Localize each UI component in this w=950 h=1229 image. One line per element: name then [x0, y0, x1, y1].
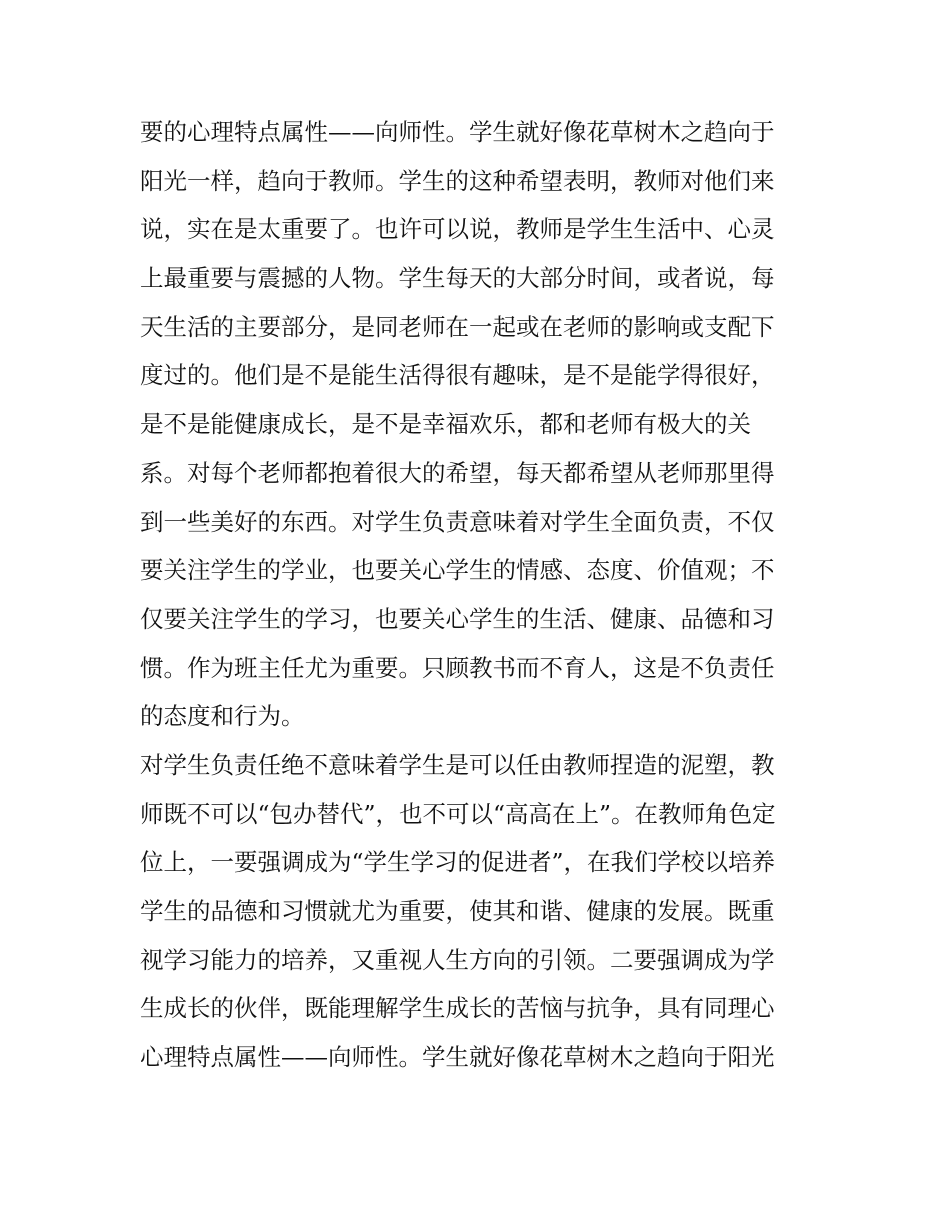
body-text — [140, 108, 820, 1082]
text-line-13: 的态度和行为。 — [140, 702, 305, 731]
text-line-12: 惯。作为班主任尤为重要。只顾教书而不育人，这是不负责任 — [140, 653, 775, 682]
text-line-11: 仅要关注学生的学习，也要关心学生的生活、健康、品德和习 — [140, 604, 775, 633]
text-line-14: 对学生负责任绝不意味着学生是可以任由教师捏造的泥塑，教 — [140, 750, 775, 779]
text-line-1: 要的心理特点属性——向师性。学生就好像花草树木之趋向于 — [140, 118, 775, 146]
text-line-4: 上最重要与震撼的人物。学生每天的大部分时间，或者说，每 — [140, 264, 775, 293]
text-line-20: 心理特点属性——向师性。学生就好像花草树木之趋向于阳光 — [140, 1043, 775, 1072]
text-line-3: 说，实在是太重要了。也许可以说，教师是学生生活中、心灵 — [140, 215, 775, 244]
text-line-17: 学生的品德和习惯就尤为重要，使其和谐、健康的发展。既重 — [140, 897, 775, 925]
text-line-10: 要关注学生的学业，也要关心学生的情感、态度、价值观；不 — [140, 556, 775, 585]
text-line-7: 是不是能健康成长，是不是幸福欢乐，都和老师有极大的关 — [140, 410, 751, 439]
text-line-2: 阳光一样，趋向于教师。学生的这种希望表明，教师对他们来 — [140, 166, 775, 195]
text-line-5: 天生活的主要部分，是同老师在一起或在老师的影响或支配下 — [140, 312, 775, 341]
text-line-6: 度过的。他们是不是能生活得很有趣味，是不是能学得很好， — [140, 361, 775, 390]
text-line-15: 师既不可以“包办替代”，也不可以“高高在上”。在教师角色定 — [140, 799, 776, 828]
text-line-8: 系。对每个老师都抱着很大的希望，每天都希望从老师那里得 — [140, 458, 775, 487]
text-line-16: 位上，一要强调成为“学生学习的促进者”，在我们学校以培养 — [140, 848, 776, 877]
text-line-9: 到一些美好的东西。对学生负责意味着对学生全面负责，不仅 — [140, 507, 775, 536]
text-line-18: 视学习能力的培养，又重视人生方向的引领。二要强调成为学 — [140, 945, 775, 974]
text-line-19: 生成长的伙伴，既能理解学生成长的苦恼与抗争，具有同理心 — [140, 994, 775, 1023]
